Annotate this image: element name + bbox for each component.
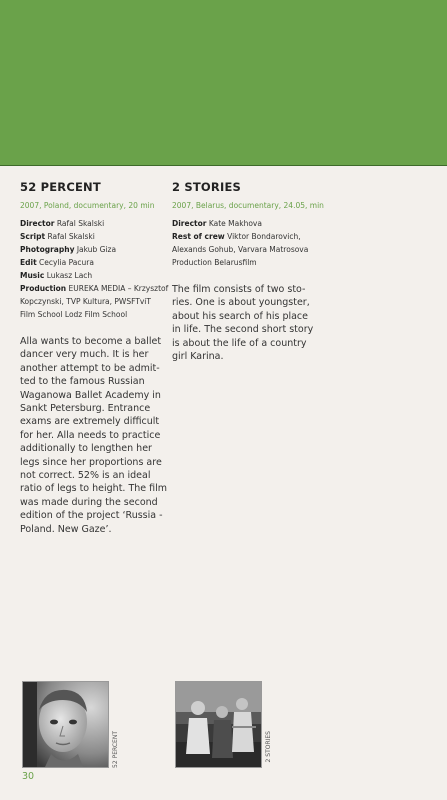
synopsis-line: legs since her proportions are <box>20 456 162 468</box>
synopsis-line: in life. The second short story <box>172 324 314 336</box>
synopsis-line: additionally to lengthen her <box>20 443 152 455</box>
synopsis-line: Poland. New Gaze’. <box>20 523 112 535</box>
credit-role: Script <box>20 232 46 241</box>
portrait-illustration <box>23 682 108 767</box>
credit-continuation: Film School Lodz Film School <box>20 310 128 319</box>
credit-line <box>172 230 312 243</box>
credit-line <box>20 282 169 295</box>
group-scene-illustration <box>176 682 261 767</box>
film-title: 52 PERCENT <box>20 180 101 194</box>
film-still-52-percent <box>22 681 109 768</box>
synopsis-line: is about the life of a country <box>172 337 307 349</box>
synopsis-line: not correct. 52% is an ideal <box>20 470 151 482</box>
film-still-2-stories <box>175 681 262 768</box>
film-meta: 2007, Belarus, documentary, 24.05, min <box>172 201 324 210</box>
film-meta: 2007, Poland, documentary, 20 min <box>20 201 155 210</box>
credit-value: Kate Makhova <box>208 219 262 228</box>
credit-continuation: Kopczynski, TVP Kultura, PWSFTviT <box>20 297 151 306</box>
photo-caption: 52 PERCENT <box>112 731 119 768</box>
synopsis-line: about his search of his place <box>172 310 309 322</box>
film-synopsis <box>172 283 312 363</box>
synopsis-line: dancer very much. It is her <box>20 349 149 361</box>
synopsis-line: ries. One is about youngster, <box>172 297 310 309</box>
credit-value: Rafal Skalski <box>47 232 95 241</box>
film-title: 2 STORIES <box>172 180 241 194</box>
green-header-banner <box>0 0 447 166</box>
credit-line <box>20 217 162 230</box>
credit-role: Director <box>20 219 55 228</box>
credit-value: EUREKA MEDIA – Krzysztof <box>68 284 169 293</box>
synopsis-line: ratio of legs to height. The film <box>20 483 168 495</box>
synopsis-line: Sankt Petersburg. Entrance <box>20 403 151 415</box>
credit-line <box>20 243 162 256</box>
credit-role: Edit <box>20 258 37 267</box>
synopsis-line: another attempt to be admit- <box>20 362 160 374</box>
film-entry-52-percent <box>20 180 169 536</box>
credit-value: Rafal Skalski <box>56 219 105 228</box>
credit-line <box>20 256 162 269</box>
synopsis-line: edition of the project ‘Russia - <box>20 510 163 522</box>
synopsis-line: Alla wants to become a ballet <box>20 336 162 347</box>
credit-value: Lukasz Lach <box>46 271 93 280</box>
credit-value: Jakub Giza <box>76 245 117 254</box>
synopsis-line: Waganowa Ballet Academy in <box>20 389 161 401</box>
film-credits <box>172 217 312 269</box>
film-entry-2-stories <box>172 180 324 363</box>
credit-line <box>20 269 162 282</box>
credit-role: Photography <box>20 245 75 254</box>
credit-continuation: Alexands Gohub, Varvara Matrosova <box>172 245 309 254</box>
credit-line <box>172 217 312 230</box>
credit-continuation: Production Belarusfilm <box>172 258 257 267</box>
synopsis-line: exams are extremely difficult <box>20 416 160 428</box>
film-credits <box>20 217 169 321</box>
credit-line <box>20 230 162 243</box>
film-synopsis <box>20 335 168 536</box>
synopsis-line: for her. Alla needs to practice <box>20 429 161 441</box>
credit-role: Music <box>20 271 45 280</box>
synopsis-line: girl Karina. <box>172 351 224 363</box>
page-number: 30 <box>22 771 35 782</box>
synopsis-line: was made during the second <box>20 496 158 508</box>
synopsis-line: ted to the famous Russian <box>20 376 145 388</box>
credit-role: Production <box>20 284 67 293</box>
photo-caption: 2 STORIES <box>265 731 272 763</box>
credit-value: Viktor Bondarovich, <box>227 232 301 241</box>
credit-value: Cecylia Pacura <box>39 258 94 267</box>
credit-role: Director <box>172 219 207 228</box>
synopsis-line: The film consists of two sto- <box>172 284 306 295</box>
credit-role: Rest of crew <box>172 232 225 241</box>
